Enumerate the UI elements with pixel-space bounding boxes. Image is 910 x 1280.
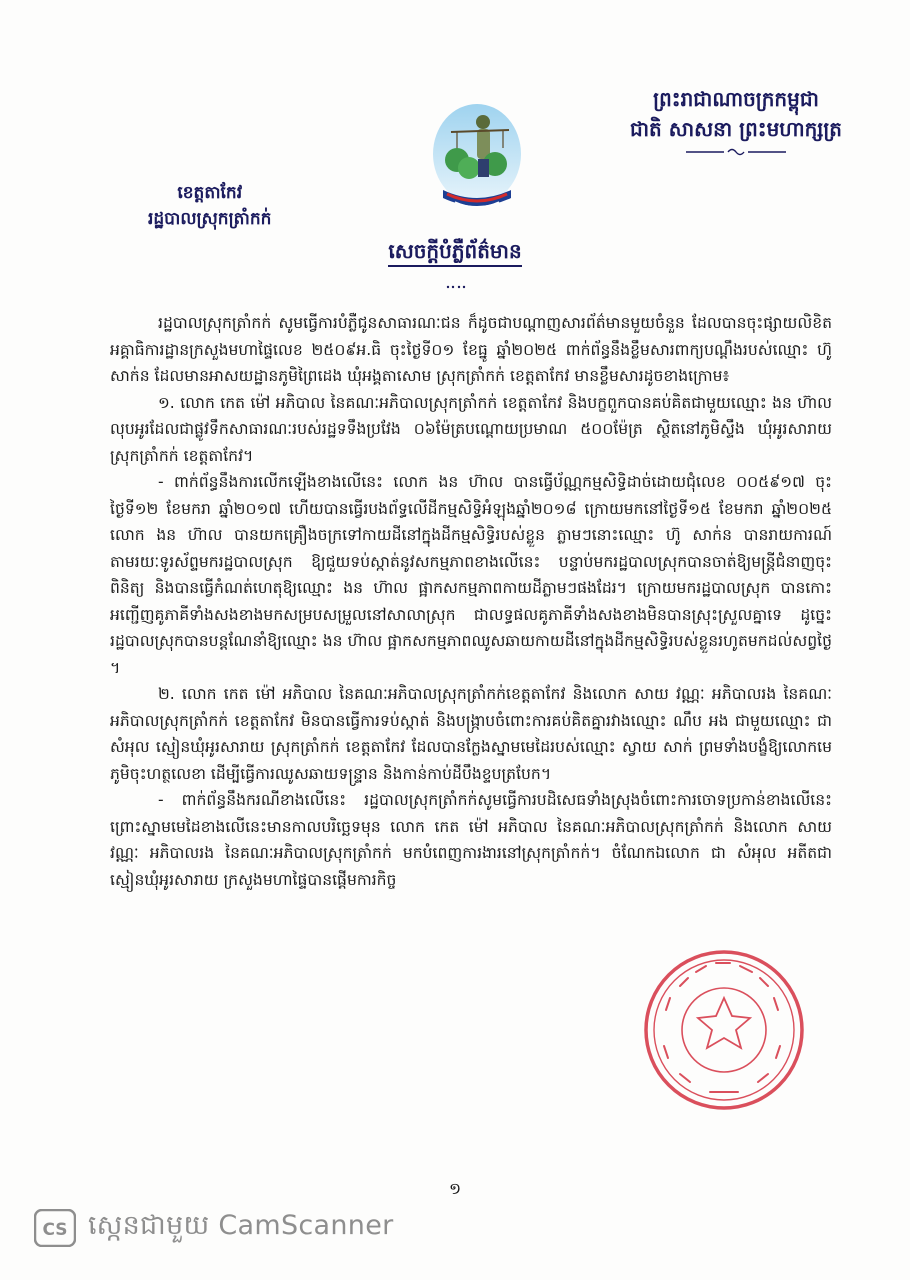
paragraph-intro: រដ្ឋបាលស្រុកត្រាំកក់ សូមធ្វើការបំភ្លឺជូនសាធារណៈជន ក៏ដូចជាបណ្តាញសារព័ត៌មានមួយចំនួន ដែលបានចុះផ្សាយលិខិតអគ្គាធិការដ្ឋានក្រសួងមហាផ្ទៃលេខ ២៥០៩អ.ធិ ចុះថ្ងៃទី០១ ខែធ្នូ ឆ្នាំ២០២៥ ពាក់ព័ន្ធនឹងខ្លឹមសារពាក្យបណ្តឹងរបស់ឈ្មោះ ហ៊ូ សាក់ន ដែលមានអាសយដ្ឋានភូមិព្រៃដេង ឃុំអង្គតាសោម ស្រុកត្រាំកក់ ខេត្តតាកែវ មានខ្លឹមសារដូចខាងក្រោម៖: [110, 314, 832, 385]
document-title: សេចក្តីបំភ្លឺព័ត៌មាន: [388, 239, 521, 267]
paragraph-point-1-response: - ពាក់ព័ន្ធនឹងការលើកឡើងខាងលើនេះ លោក ងន ហ៊ាល បានធ្វើប័ណ្ណកម្មសិទ្ធិដាច់ដោយជុំលេខ ០០៥៩១៧ ចុះថ្ងៃទី១២ ខែមករា ឆ្នាំ២០១៧ ហើយបានធ្វើរបងព័ទ្ធលើដីកម្មសិទ្ធិអំឡុងឆ្នាំ២០១៨ ក្រោយមកនៅថ្ងៃទី១៥ ខែមករា ឆ្នាំ២០២៥ លោក ងន ហ៊ាល បានយកគ្រឿងចក្រទៅកាយដីនៅក្នុងដីកម្មសិទ្ធិរបស់ខ្លួន ភ្លាមៗនោះឈ្មោះ ហ៊ូ សាក់ន បានរាយការណ៍តាមរយៈទូរស័ព្ទមករដ្ឋបាលស្រុក ឱ្យជួយទប់ស្កាត់នូវសកម្មភាពខាងលើនេះ បន្ទាប់មករដ្ឋបាលស្រុកបានចាត់ឱ្យមន្រ្តីជំនាញចុះពិនិត្យ និងបានធ្វើកំណត់ហេតុឱ្យឈ្មោះ ងន ហ៊ាល ផ្អាកសកម្មភាពកាយដីភ្លាមៗផងដែរ។ ក្រោយមករដ្ឋបាលស្រុក បានកោះអញ្ជើញគូភាគីទាំងសងខាងមកសម្របសម្រួលនៅសាលាស្រុក ជាលទ្ធផលគូភាគីទាំងសងខាងមិនបានស្រុះស្រួលគ្នាទេ ដូច្នេះ រដ្ឋបាលស្រុកបានបន្តណែនាំឱ្យឈ្មោះ ងន ហ៊ាល ផ្អាកសកម្មភាពឈូសឆាយកាយដីនៅក្នុងដីកម្មសិទ្ធិរបស់ខ្លួនរហូតមកដល់សព្វថ្ងៃ ។: [110, 473, 832, 677]
watermark-label: ស្កេនជាមួយ CamScanner: [88, 1209, 394, 1241]
camscanner-logo-icon: [34, 1209, 76, 1247]
paragraph-point-2-response: - ពាក់ព័ន្ធនឹងករណីខាងលើនេះ រដ្ឋបាលស្រុកត្រាំកក់សូមធ្វើការបដិសេធទាំងស្រុងចំពោះការចោទប្រកាន់ខាងលើនេះ ព្រោះស្នាមមេដៃខាងលើនេះមានកាលបរិច្ឆេទមុន លោក កេត ម៉ៅ អភិបាល នៃគណៈអភិបាលស្រុកត្រាំកក់ និងលោក សាយ វណ្ណៈ អភិបាលរង នៃគណៈអភិបាលស្រុកត្រាំកក់ មកបំពេញការងារនៅស្រុកត្រាំកក់។ ចំណែកឯលោក ជា សំអុល អតីតជាស្មៀនឃុំអូរសារាយ ក្រសួងមហាផ្ទៃបានផ្តើមការកិច្ច: [110, 791, 832, 889]
paragraph-point-2: ២. លោក កេត ម៉ៅ អភិបាល នៃគណៈអភិបាលស្រុកត្រាំកក់ខេត្តតាកែវ និងលោក សាយ វណ្ណៈ អភិបាលរង នៃគណៈអភិបាលស្រុកត្រាំកក់ ខេត្តតាកែវ មិនបានធ្វើការទប់ស្កាត់ និងបង្ក្រាបចំពោះការគប់គិតគ្នារវាងឈ្មោះ ណឹប អង ជាមួយឈ្មោះ ជា សំអុល ស្មៀនឃុំអូរសារាយ ស្រុកត្រាំកក់ ខេត្តតាកែវ ដែលបានក្លែងស្នាមមេដៃរបស់ឈ្មោះ ស្វាយ សាក់ ព្រមទាំងបង្ខំឱ្យលោកមេភូមិចុះហត្ថលេខា ដើម្បីធ្វើការឈូសឆាយទន្រ្ទាន និងកាន់កាប់ដីបឹងខ្ទបត្របែក។: [110, 685, 832, 783]
kingdom-name: ព្រះរាជាណាចក្រកម្ពុជា: [653, 87, 819, 111]
page-number: ១: [448, 1179, 462, 1198]
official-seal-stamp-icon: [640, 946, 808, 1114]
logo-text: CS: [42, 1220, 68, 1240]
document-body: [110, 310, 832, 893]
kingdom-header: [630, 84, 842, 158]
national-motto: ជាតិ សាសនា ព្រះមហាក្សត្រ: [630, 117, 842, 141]
document-title-block: [0, 238, 910, 268]
district-emblem-icon: [425, 98, 529, 222]
district-administration: រដ្ឋបាលស្រុកត្រាំកក់: [148, 209, 272, 229]
scanner-watermark: [34, 1206, 394, 1250]
province-name: ខេត្តតាកែវ: [177, 183, 243, 203]
paragraph-point-1: ១. លោក កេត ម៉ៅ អភិបាល នៃគណៈអភិបាលស្រុកត្រាំកក់ ខេត្តតាកែវ និងបក្ខពួកបានគប់គិតជាមួយឈ្មោះ ងន ហ៊ាល លុបអូរដែលជាផ្លូវទឹកសាធារណៈរបស់រដ្ឋទទឹងប្រវែង ០៦ម៉ែត្របណ្តោយប្រមាណ ៥០០ម៉ែត្រ ស្ថិតនៅភូមិស្ទឹង ឃុំអូរសារាយ ស្រុកត្រាំកក់ ខេត្តតាកែវ។: [110, 393, 832, 465]
title-ornament-icon: [445, 284, 467, 290]
ornament-divider-icon: [676, 146, 796, 158]
issuer-block: [148, 180, 271, 232]
